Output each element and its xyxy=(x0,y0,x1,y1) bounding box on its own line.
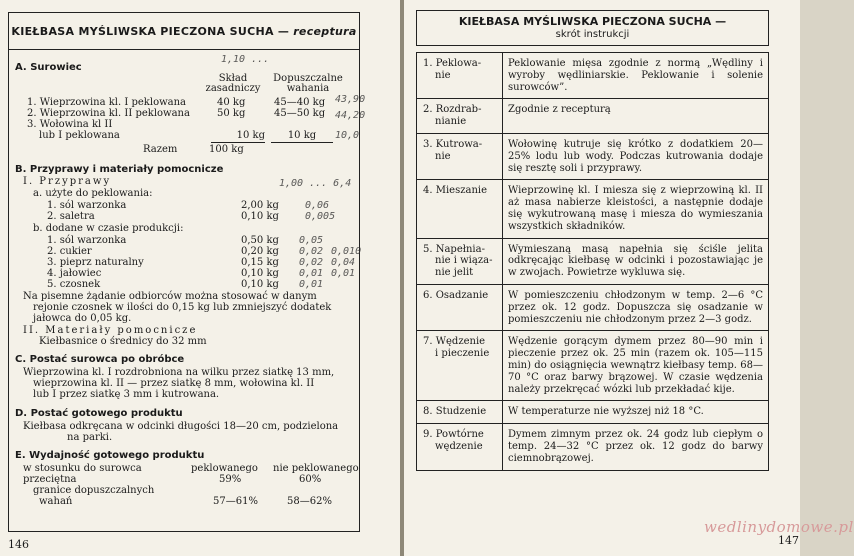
col-header-wahania-2: wahania xyxy=(286,83,330,94)
step-name-line: nie i wiąza- xyxy=(435,255,493,267)
table-row: lub I peklowana xyxy=(39,130,120,141)
subsection-przyprawy: I. Przyprawy xyxy=(23,176,112,187)
handwritten-note: 0,005 xyxy=(305,211,336,222)
step-name xyxy=(417,238,503,284)
step-description: Wieprzowinę kl. I miesza się z wieprzowiną kl. II aż masa nabierze kleistości, a następnie dodaje się wykutrowaną masę i miesza do wymieszania wszystkich składników. xyxy=(503,180,769,238)
handwritten-note: 0,01 xyxy=(299,268,324,279)
handwritten-note: 43,90 xyxy=(335,94,366,105)
table-row xyxy=(417,133,769,179)
table-row xyxy=(417,284,769,330)
total-label: Razem xyxy=(143,144,178,155)
section-e-row-label: granice dopuszczalnych xyxy=(33,485,155,496)
step-name-line: nie xyxy=(435,150,451,162)
table-cell: 10 kg xyxy=(271,130,333,143)
section-c-heading: C. Postać surowca po obróbce xyxy=(15,354,185,365)
list-item: 2. cukier xyxy=(47,246,92,257)
step-name-line: wędzenie xyxy=(435,440,483,452)
handwritten-note: 0,02 xyxy=(299,257,324,268)
step-name xyxy=(417,284,503,330)
step-description: W pomieszczeniu chłodzonym w temp. 2—6 °C przez ok. 12 godz. Dopuszcza się osadzanie w pomieszczeniu nie chłodzonym przez 2—3 godz. xyxy=(503,284,769,330)
list-item: 2. saletra xyxy=(47,211,95,222)
step-name-line: 9. Powtórne xyxy=(423,429,484,441)
note-line: Na pisemne żądanie odbiorców można stosować w danym xyxy=(23,291,317,302)
section-e-col1: peklowanego xyxy=(191,463,258,474)
list-item-value: 0,15 kg xyxy=(241,257,279,268)
section-e-row-label: przeciętna xyxy=(23,474,77,485)
step-name xyxy=(417,180,503,238)
page-number: 147 xyxy=(778,534,799,547)
recipe-title xyxy=(9,13,359,50)
section-c-line: wieprzowina kl. II — przez siatkę 8 mm, wołowina kl. II xyxy=(33,378,315,389)
section-d-heading: D. Postać gotowego produktu xyxy=(15,408,183,419)
step-description: W temperaturze nie wyższej niż 18 °C. xyxy=(503,401,769,424)
note-line: jałowca do 0,05 kg. xyxy=(33,313,132,324)
step-name-line: 7. Wędzenie xyxy=(423,336,486,348)
handwritten-note: 0,04 xyxy=(331,257,356,268)
section-e-heading: E. Wydajność gotowego produktu xyxy=(15,450,205,461)
handwritten-note: 10,0 xyxy=(335,130,360,141)
col-header-sklad-1: Skład xyxy=(218,73,248,84)
handwritten-note: 0,01 xyxy=(299,279,324,290)
col-header-sklad-2: zasadniczy xyxy=(205,83,261,94)
step-description: Dymem zimnym przez ok. 24 godz lub ciepłym o temp. 24—32 °C przez ok. 12 godz do barwy ciemnobrązowej. xyxy=(503,424,769,470)
step-name xyxy=(417,401,503,424)
list-item-value: 2,00 kg xyxy=(241,200,279,211)
table-cell: 45—40 kg xyxy=(274,97,326,108)
recipe-title-text: KIEŁBASA MYŚLIWSKA PIECZONA SUCHA — xyxy=(11,24,290,38)
page-number: 146 xyxy=(8,538,29,551)
step-name-line: 1. Peklowa- xyxy=(423,58,482,69)
table-row xyxy=(417,331,769,401)
step-description: Wołowinę kutruje się krótko z dodatkiem 20—25% lodu lub wody. Podczas kutrowania dodaje się resztę soli i przyprawy. xyxy=(503,133,769,179)
col-header-wahania xyxy=(267,74,349,94)
step-description: Wędzenie gorącym dymem przez 80—90 min i pieczenie przez ok. 25 min (razem ok. 105—115 min) do osiągnięcia wewnątrz kiełbasy temp. 68—70 °C oraz barwy brązowej. W czasie wędzenia należy przekręcać wózki lub przekładać kije. xyxy=(503,331,769,401)
table-cell: 45—50 kg xyxy=(274,108,326,119)
section-b-heading: B. Przyprawy i materiały pomocnicze xyxy=(15,164,224,175)
section-d-line: Kiełbasa odkręcana w odcinki długości 18—20 cm, podzielona xyxy=(23,421,339,432)
table-row xyxy=(417,238,769,284)
list-item-value: 0,10 kg xyxy=(241,211,279,222)
section-e-row-label: wahań xyxy=(39,496,73,507)
section-e-value: 58—62% xyxy=(287,496,332,507)
instruction-subtitle: skrót instrukcji xyxy=(555,29,630,40)
list-item: 5. czosnek xyxy=(47,279,101,290)
step-name-line: 3. Kutrowa- xyxy=(423,138,483,150)
table-row xyxy=(417,424,769,470)
step-name-line: 2. Rozdrab- xyxy=(423,104,482,116)
handwritten-note: 44,20 xyxy=(335,110,366,121)
recipe-box xyxy=(8,12,366,532)
section-e-value: 59% xyxy=(219,474,242,485)
recipe-content xyxy=(9,50,366,531)
list-item-value: 0,10 kg xyxy=(241,268,279,279)
step-name-line: i pieczenie xyxy=(435,348,490,360)
step-description: Zgodnie z recepturą xyxy=(503,99,769,134)
section-e-col2: nie peklowanego xyxy=(273,463,359,474)
table-row: 3. Wołowina kl II xyxy=(27,119,113,130)
steps-table xyxy=(416,52,769,471)
handwritten-note: 1,00 ... 6,4 xyxy=(279,178,352,189)
table-row: 2. Wieprzowina kl. II peklowana xyxy=(27,108,190,119)
step-name-line: 8. Studzenie xyxy=(423,406,487,418)
step-description: Wymieszaną masą napełnia się ściśle jelita odkręcając kiełbasę w odcinki i pozostawiając je w zwojach. Powietrze wykluwa się. xyxy=(503,238,769,284)
section-d-line: na parki. xyxy=(67,432,113,443)
step-name-line: nie xyxy=(435,69,451,81)
section-e-line: w stosunku do surowca xyxy=(23,463,142,474)
step-name-line: 5. Napełnia- xyxy=(423,243,485,255)
handwritten-note: 0,01 xyxy=(331,268,356,279)
instruction-title-text: KIEŁBASA MYŚLIWSKA PIECZONA SUCHA — xyxy=(458,15,727,28)
step-name-line: 4. Mieszanie xyxy=(423,185,487,197)
table-row xyxy=(417,99,769,134)
section-e-value: 57—61% xyxy=(213,496,258,507)
step-name-line: nie jelit xyxy=(435,267,474,279)
right-page xyxy=(404,0,854,556)
list-item-value: 0,20 kg xyxy=(241,246,279,257)
step-name xyxy=(417,331,503,401)
list-item: 1. sól warzonka xyxy=(47,235,127,246)
step-name xyxy=(417,99,503,134)
handwritten-note: 0,010 xyxy=(331,246,362,257)
list-item-value: 0,50 kg xyxy=(241,235,279,246)
step-name xyxy=(417,53,503,99)
table-row xyxy=(417,53,769,99)
handwritten-note: 1,10 ... xyxy=(221,54,270,65)
step-name xyxy=(417,133,503,179)
col-header-sklad xyxy=(203,74,263,94)
section-c-line: Wieprzowina kl. I rozdrobniona na wilku przez siatkę 13 mm, xyxy=(23,367,335,378)
step-name-line: nianie xyxy=(435,116,467,128)
list-item: 3. pieprz naturalny xyxy=(47,257,144,268)
watermark: wedlinydomowe.pl xyxy=(704,518,854,536)
list-item-value: 0,10 kg xyxy=(241,279,279,290)
handwritten-note: 0,02 xyxy=(299,246,324,257)
list-item: 1. sól warzonka xyxy=(47,200,127,211)
step-name xyxy=(417,424,503,470)
subsection-b: b. dodane w czasie produkcji: xyxy=(33,223,184,234)
table-cell: 50 kg xyxy=(217,108,246,119)
recipe-title-suffix: receptura xyxy=(293,24,357,38)
table-row xyxy=(417,401,769,424)
step-name-line: 6. Osadzanie xyxy=(423,289,489,301)
subsection-a: a. użyte do peklowania: xyxy=(33,188,153,199)
handwritten-note: 0,05 xyxy=(299,235,324,246)
handwritten-note: 0,06 xyxy=(305,200,330,211)
table-row: 1. Wieprzowina kl. I peklowana xyxy=(27,97,187,108)
subsection-materialy: II. Materiały pomocnicze xyxy=(23,325,198,336)
col-header-wahania-1: Dopuszczalne xyxy=(273,73,343,84)
total-value: 100 kg xyxy=(209,144,244,155)
table-cell: 40 kg xyxy=(217,97,246,108)
materialy-text: Kiełbasnice o średnicy do 32 mm xyxy=(39,336,207,347)
note-line: rejonie czosnek w ilości do 0,15 kg lub zmniejszyć dodatek xyxy=(33,302,332,313)
section-a-heading: A. Surowiec xyxy=(15,62,82,73)
section-c-line: lub I przez siatkę 3 mm i kutrowana. xyxy=(33,389,220,400)
table-cell: 10 kg xyxy=(211,130,265,143)
section-e-value: 60% xyxy=(299,474,322,485)
instruction-title xyxy=(416,10,769,46)
list-item: 4. jałowiec xyxy=(47,268,102,279)
step-description: Peklowanie mięsa zgodnie z normą „Wędliny i wyroby wędliniarskie. Peklowanie i solenie surowców”. xyxy=(503,53,769,99)
left-page xyxy=(0,0,400,556)
table-row xyxy=(417,180,769,238)
